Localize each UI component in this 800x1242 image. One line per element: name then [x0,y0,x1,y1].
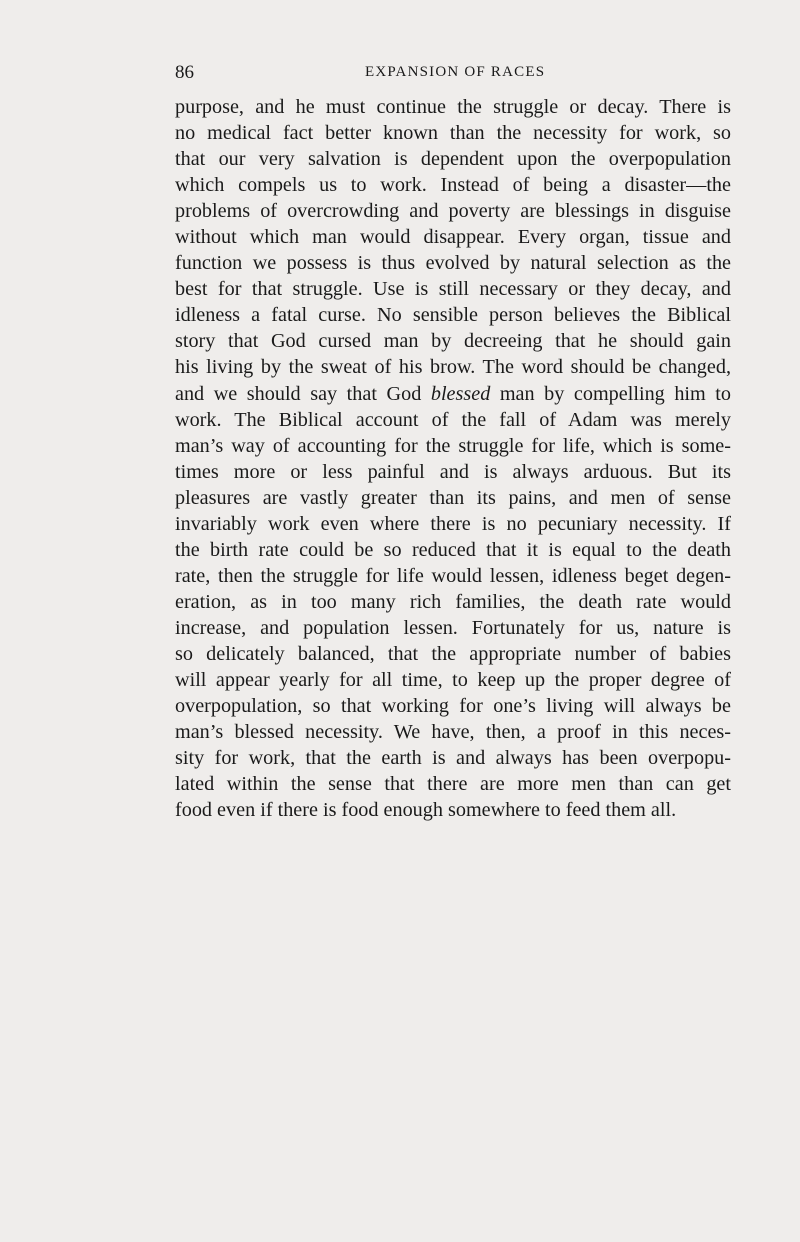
text-line: will appear yearly for all time, to keep up the proper degree of [175,669,731,692]
text-line: invariably work even where there is no pecuniary necessity. If [175,512,731,535]
text-line: function we possess is thus evolved by natural selection as the [175,252,731,275]
text-line: so delicately balanced, that the appropriate number of babies [175,642,731,665]
body-paragraph [175,94,731,823]
text-line: without which man would disappear. Every organ, tissue and [175,226,731,249]
text-segment: man by compelling him to [499,382,731,405]
text-segment: and we should say that God [175,382,422,405]
page-number: 86 [175,62,194,83]
text-line: idleness a fatal curse. No sensible person believes the Biblical [175,304,731,327]
text-line: man’s blessed necessity. We have, then, a proof in this neces- [175,721,731,744]
text-line: his living by the sweat of his brow. The word should be changed, [175,356,731,379]
running-head [175,62,731,88]
italic-word: blessed [430,382,491,405]
text-line: food even if there is food enough somewhere to feed them all. [175,799,677,822]
text-line: story that God cursed man by decreeing that he should gain [175,330,731,353]
text-line: sity for work, that the earth is and always has been overpopu- [175,747,731,770]
text-line: work. The Biblical account of the fall of Adam was merely [175,408,731,431]
text-line: the birth rate could be so reduced that it is equal to the death [175,538,731,561]
text-line: man’s way of accounting for the struggle for life, which is some- [175,434,731,457]
text-line: lated within the sense that there are more men than can get [175,773,731,796]
text-line: rate, then the struggle for life would lessen, idleness beget degen- [175,564,731,587]
text-line: pleasures are vastly greater than its pains, and men of sense [175,486,731,509]
text-line: best for that struggle. Use is still necessary or they decay, and [175,278,731,301]
text-line: problems of overcrowding and poverty are blessings in disguise [175,200,731,223]
running-title: EXPANSION OF RACES [365,64,546,80]
text-line: increase, and population lessen. Fortunately for us, nature is [175,616,731,639]
text-line: that our very salvation is dependent upon the overpopulation [175,148,731,171]
text-line: which compels us to work. Instead of being a disaster—the [175,174,731,197]
text-line: times more or less painful and is always arduous. But its [175,460,731,483]
text-line: eration, as in too many rich families, the death rate would [175,590,731,613]
text-line: overpopulation, so that working for one’s living will always be [175,695,731,718]
text-line-with-italic [175,381,731,407]
text-line: no medical fact better known than the necessity for work, so [175,122,731,145]
text-line: purpose, and he must continue the struggle or decay. There is [175,96,731,118]
